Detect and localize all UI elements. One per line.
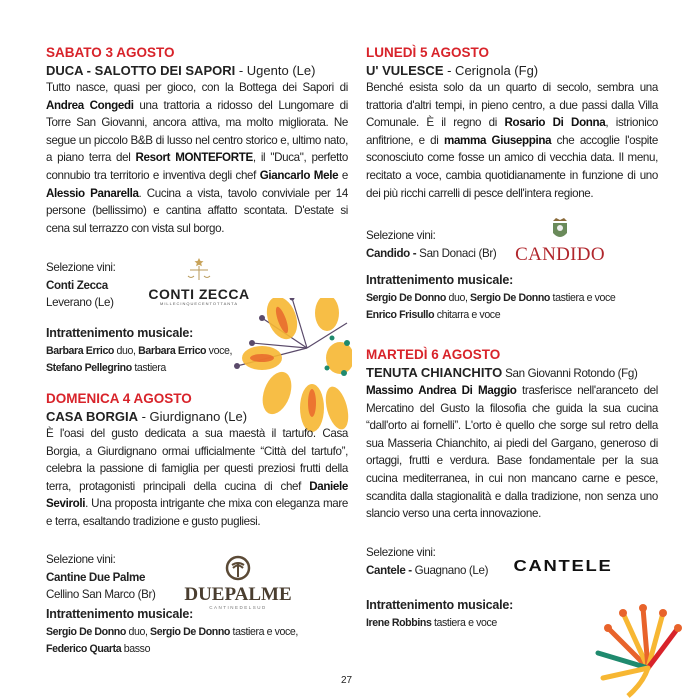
logo-subtext: CANTINEDELSUD	[209, 605, 267, 610]
wine-label: Selezione vini:	[46, 553, 116, 566]
event-date: LUNEDÌ 5 AGOSTO	[366, 45, 490, 60]
wine-place: Cellino San Marco (Br)	[46, 588, 156, 602]
venue-place: - Cerignola (Fg)	[443, 63, 539, 78]
wine-place: Guagnano (Le)	[411, 563, 489, 577]
bold-name: Sergio De Donno	[46, 625, 126, 638]
wine-place: Leverano (Le)	[46, 296, 114, 310]
event-saturday	[46, 44, 348, 237]
bold-name: Barbara Errico	[138, 344, 207, 357]
bold-name: Sergio De Donno	[150, 625, 230, 638]
candido-logo	[512, 217, 608, 264]
text-segment: tastiera e voce	[431, 616, 497, 629]
venue-place: - Giurdignano (Le)	[137, 409, 248, 424]
page-number: 27	[341, 675, 353, 686]
wine-label: Selezione vini:	[46, 261, 116, 274]
wine-name: Candido -	[366, 246, 417, 260]
bold-name: Daniele Seviroli	[46, 479, 348, 511]
event-description	[366, 79, 658, 202]
logo-subtext: MILLECINQUECENTOTTANTA	[159, 301, 238, 306]
event-description	[46, 425, 348, 531]
bold-name: Massimo Andrea Di Maggio	[366, 384, 517, 397]
text-segment: duo,	[114, 344, 139, 357]
due-palme-logo	[183, 555, 293, 611]
event-tuesday	[366, 346, 658, 523]
text-segment: e	[338, 168, 348, 182]
wine-name: Conti Zecca	[46, 278, 108, 292]
wine-name: Cantine Due Palme	[46, 570, 146, 584]
bold-name: Federico Quarta	[46, 643, 122, 656]
bold-name: Alessio Panarella	[46, 186, 139, 200]
wine-place: San Donaci (Br)	[416, 246, 497, 260]
venue-line	[366, 364, 658, 382]
wine-selection	[366, 544, 506, 579]
text-segment: tastiera e voce	[549, 291, 616, 304]
text-segment: , il "Duca", perfetto connubio tra territorio e inventiva degli chef	[46, 151, 348, 182]
text-segment: , istrionico anfitrione, e di	[366, 116, 658, 147]
text-segment: . Una proposta intrigante che mixa con eleganza mare e terra, esaltando tradizione e gusto pugliesi.	[46, 497, 348, 528]
logo-text: CANTELE	[513, 558, 613, 575]
event-description	[366, 382, 658, 523]
text-segment: Tutto nasce, quasi per gioco, con la Bottega dei Sapori di	[46, 81, 348, 94]
logo-text: CANDIDO	[515, 244, 605, 265]
text-segment: basso	[121, 643, 151, 656]
venue-line	[366, 62, 658, 79]
bold-name: Rosario Di Donna	[504, 116, 606, 130]
cantele-logo	[505, 558, 621, 576]
bold-name: Enrico Frisullo	[366, 309, 435, 322]
wine-selection	[366, 227, 516, 262]
bold-name: Irene Robbins	[366, 616, 432, 629]
music-label: Intrattenimento musicale:	[46, 607, 194, 621]
venue-name: CASA BORGIA	[46, 409, 138, 424]
event-date: SABATO 3 AGOSTO	[46, 45, 175, 60]
palm-icon	[225, 555, 251, 581]
text-segment: voce,	[206, 344, 233, 357]
event-date: DOMENICA 4 AGOSTO	[46, 391, 192, 406]
bold-name: Giancarlo Mele	[259, 168, 339, 182]
music-line	[366, 615, 586, 633]
text-segment: Benché esista solo da un quarto di secolo, sembra una trattoria d'altri tempi, in pieno centro, a due passi dalla Villa Comunale. È il regno di	[366, 81, 658, 130]
music-label: Intrattenimento musicale:	[46, 326, 194, 340]
event-sunday	[46, 390, 348, 531]
text-segment: una trattoria a ridosso del Lungomare di Torre San Giovanni, ancora attiva, ma molto migliorata. Ne segue un piccolo B&B di lusso nel centro storico e, ultimo nato, a piano terra del	[46, 98, 348, 165]
flower-illustration	[588, 598, 688, 698]
text-segment: tastiera e voce,	[229, 625, 298, 638]
wine-name: Cantele -	[366, 563, 412, 577]
music-line	[46, 624, 326, 642]
bold-name: Resort MONTEFORTE	[135, 151, 253, 165]
wine-label: Selezione vini:	[366, 229, 436, 242]
bold-name: Sergio De Donno	[366, 291, 446, 304]
scales-icon	[184, 256, 214, 282]
text-segment: È l'oasi del gusto dedicata a sua maestà il tartufo. Casa Borgia, a Giurdignano ormai ufficialmente “Città del tartufo”, celebra la passione di famiglia per questi preziosi frutti della terra, protagonisti principali della cucina di chef	[46, 427, 348, 493]
text-segment: . Cucina a vista, tavolo conviviale per 14 persone (bellissimo) e cantina affatto scontata. D'estate si cena sul terrazzo con vista sul borgo.	[46, 186, 348, 235]
event-date: MARTEDÌ 6 AGOSTO	[366, 347, 501, 362]
event-description	[46, 79, 348, 237]
text-segment: duo,	[445, 291, 471, 304]
text-segment: trasferisce nell'aranceto del Mercatino del Gusto la filosofia che guida la sua cucina “dall'orto ai fornelli”. L'orto è quello che sorge sul retro della sua Masseria Chianchito, ai piedi del Gargano, generoso di ortaggi, frutti e verdura. Base fondamentale per la sua cucina mediterranea, in cui non mancano carne e pesce, scandita dalla stagionalità e dalla tradizione, non senza uno slancio verso una certa innovazione.	[366, 384, 658, 521]
venue-place: San Giovanni Rotondo (Fg)	[502, 367, 638, 380]
venue-line	[46, 408, 348, 425]
crest-icon	[551, 217, 569, 241]
music-line	[366, 307, 658, 325]
wine-line	[366, 562, 506, 580]
venue-line	[46, 62, 348, 79]
logo-text: CONTI ZECCA	[148, 286, 250, 302]
bold-name: Barbara Errico	[46, 344, 115, 357]
wine-line	[366, 245, 516, 263]
venue-name: TENUTA CHIANCHITO	[366, 365, 503, 380]
venue-name: U' VULESCE	[366, 63, 444, 78]
bold-name: Sergio De Donno	[470, 291, 550, 304]
music-section	[46, 606, 326, 659]
music-section	[366, 597, 586, 632]
bold-name: mamma Giuseppina	[443, 133, 552, 147]
wine-label: Selezione vini:	[366, 546, 436, 559]
text-segment: chitarra e voce	[434, 309, 501, 322]
text-segment: che accoglie l'ospite sconosciuto come fosse un amico di vecchia data. Il menu, recitato a voce, cambia quotidianamente in funzione di uno dei più ricchi carrelli di pesce dell'intera regione.	[366, 133, 658, 200]
venue-place: - Ugento (Le)	[235, 63, 316, 78]
wine-selection	[46, 551, 186, 604]
music-line	[46, 641, 326, 659]
music-label: Intrattenimento musicale:	[366, 598, 514, 612]
bold-name: Stefano Pellegrino	[46, 362, 132, 375]
bold-name: Andrea Congedi	[46, 98, 134, 112]
music-section	[366, 272, 658, 325]
logo-text: DUEPALME	[184, 584, 292, 605]
music-line	[366, 290, 658, 308]
event-monday	[366, 44, 658, 202]
text-segment: tastiera	[131, 362, 166, 375]
venue-name: DUCA - SALOTTO DEI SAPORI	[46, 63, 236, 78]
music-label: Intrattenimento musicale:	[366, 273, 514, 287]
text-segment: duo,	[125, 625, 151, 638]
